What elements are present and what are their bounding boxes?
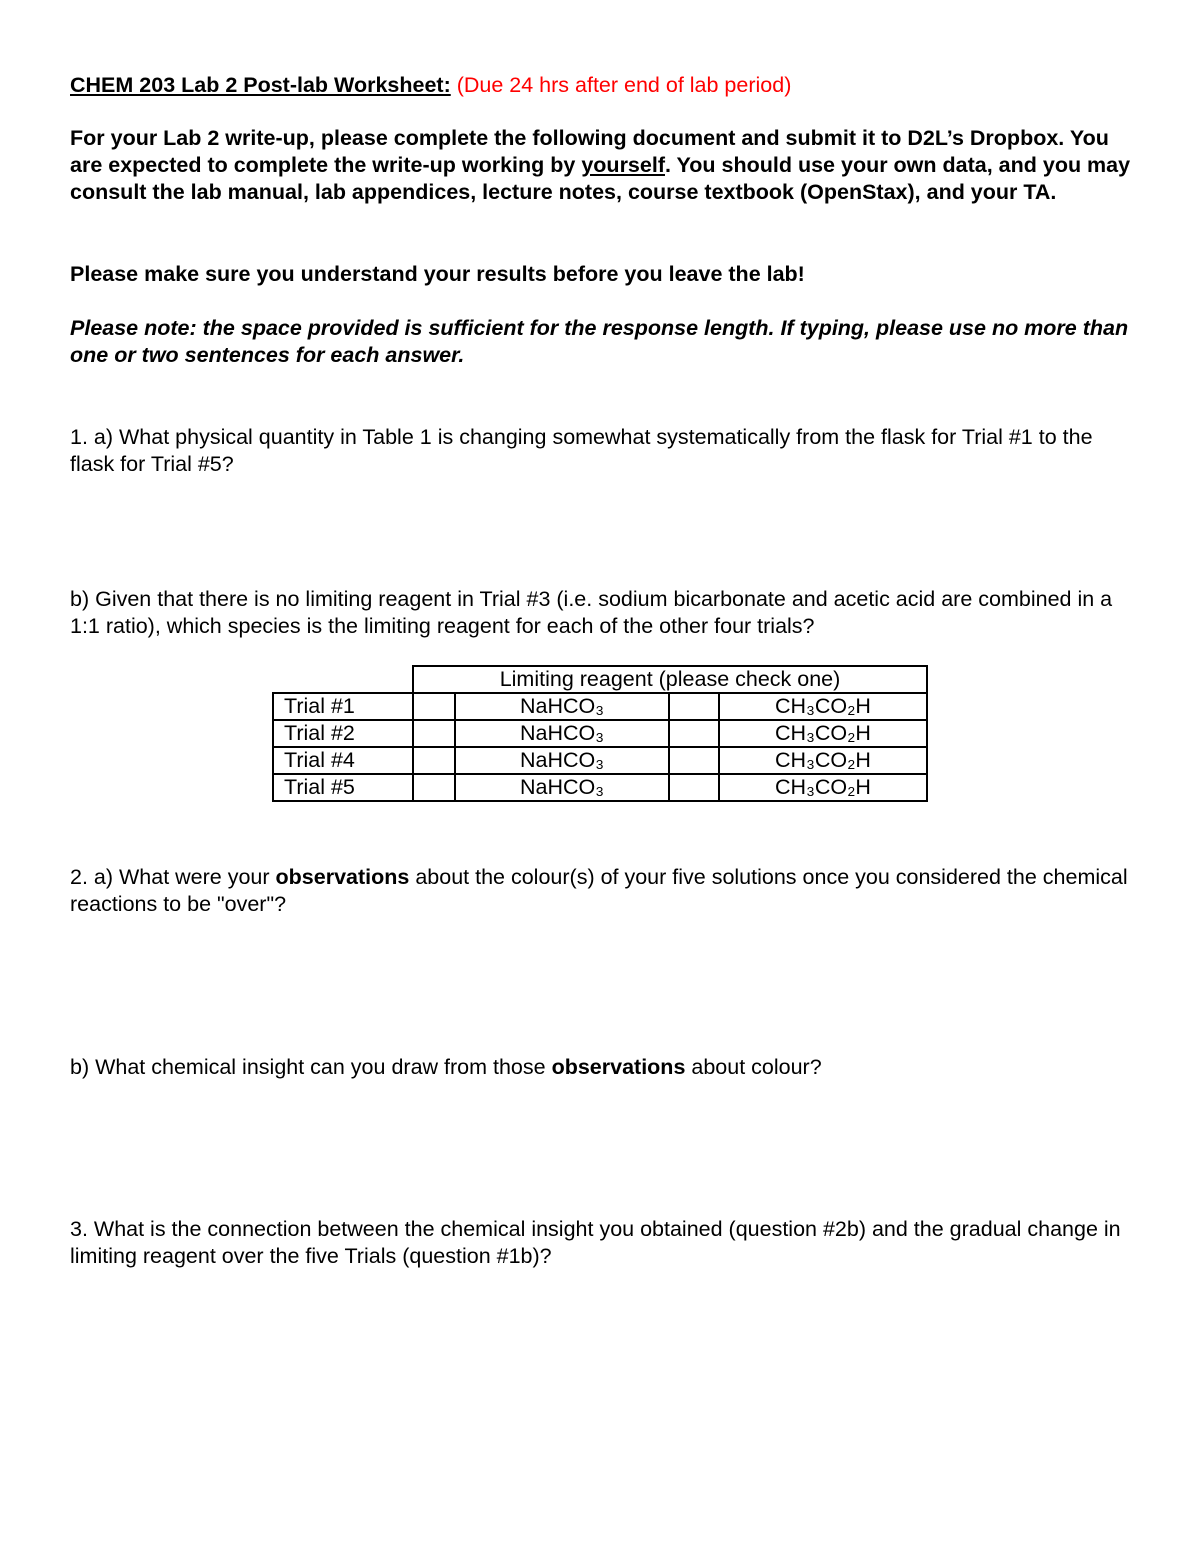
table-header: Limiting reagent (please check one) [413,666,927,693]
trial-label: Trial #4 [273,747,413,774]
check-box-nahco3-trial-2[interactable] [413,720,455,747]
question-2a-text-1: 2. a) What were your [70,865,276,889]
reagent-nahco3: NaHCO₃ [455,747,669,774]
reagent-nahco3: NaHCO₃ [455,720,669,747]
question-2a-text-2: about the colour(s) of your five solutions once you considered the chemical reactions to be "over"? [70,865,1128,916]
trial-label: Trial #1 [273,693,413,720]
table-row [273,720,927,747]
reagent-ch3co2h: CH₃CO₂H [719,747,927,774]
intro-paragraph [70,125,1140,206]
reagent-ch3co2h: CH₃CO₂H [719,720,927,747]
intro-text-1: For your Lab 2 write-up, please complete the following document and submit it to D2L’s Dropbox. You are expected to complete the write-up working by [70,126,1109,177]
due-notice: (Due 24 hrs after end of lab period) [456,73,792,97]
worksheet-heading [70,72,1140,99]
check-box-nahco3-trial-1[interactable] [413,693,455,720]
reagent-ch3co2h: CH₃CO₂H [719,774,927,801]
question-1a: 1. a) What physical quantity in Table 1 is changing somewhat systematically from the flask for Trial #1 to the flask for Trial #5? [70,425,1093,476]
note-text: Please note: the space provided is sufficient for the response length. If typing, please use no more than one or two sentences for each answer. [70,316,1129,367]
trial-label: Trial #2 [273,720,413,747]
question-3: 3. What is the connection between the chemical insight you obtained (question #2b) and the gradual change in limiting reagent over the five Trials (question #1b)? [70,1217,1121,1268]
limiting-reagent-table [272,665,928,802]
reagent-ch3co2h: CH₃CO₂H [719,693,927,720]
reminder-text: Please make sure you understand your results before you leave the lab! [70,262,805,286]
trial-label: Trial #5 [273,774,413,801]
question-2b-text-2: about colour? [685,1055,822,1079]
table-header-row [273,666,927,693]
check-box-ch3co2h-trial-1[interactable] [669,693,719,720]
table-row [273,693,927,720]
table-corner-cell [273,666,413,693]
intro-text-2: . You should use your own data, and you may consult the lab manual, lab appendices, lecture notes, course textbook (OpenStax), and your TA. [70,153,1131,204]
question-2a [70,864,1140,918]
question-2b-text-1: b) What chemical insight can you draw from those [70,1055,552,1079]
check-box-ch3co2h-trial-5[interactable] [669,774,719,801]
reagent-nahco3: NaHCO₃ [455,774,669,801]
intro-emphasis: yourself [581,153,665,177]
check-box-ch3co2h-trial-4[interactable] [669,747,719,774]
question-2b [70,1054,1140,1081]
table-row [273,747,927,774]
check-box-nahco3-trial-5[interactable] [413,774,455,801]
check-box-nahco3-trial-4[interactable] [413,747,455,774]
worksheet-title: CHEM 203 Lab 2 Post-lab Worksheet: [70,73,451,97]
question-1b: b) Given that there is no limiting reagent in Trial #3 (i.e. sodium bicarbonate and acetic acid are combined in a 1:1 ratio), which species is the limiting reagent for each of the other four trials? [70,587,1113,638]
reagent-nahco3: NaHCO₃ [455,693,669,720]
check-box-ch3co2h-trial-2[interactable] [669,720,719,747]
question-2a-emphasis: observations [275,865,410,889]
table-row [273,774,927,801]
question-2b-emphasis: observations [551,1055,686,1079]
